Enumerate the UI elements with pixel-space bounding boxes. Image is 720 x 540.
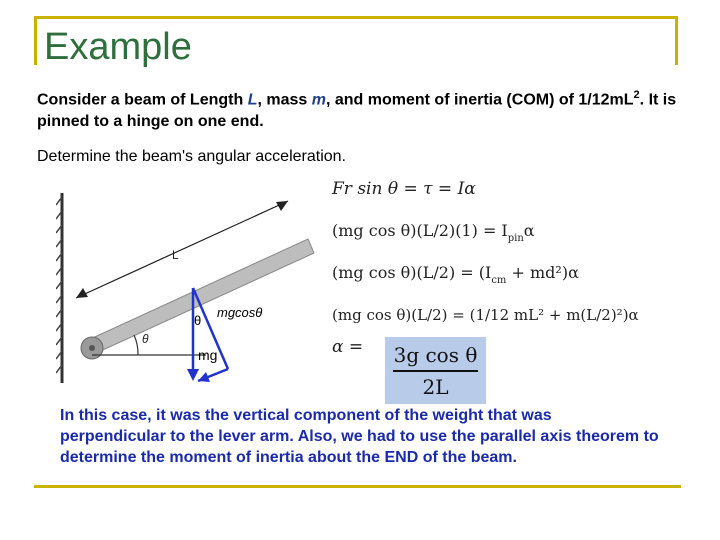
length-label: L <box>172 248 179 262</box>
frame-top-line <box>34 16 678 19</box>
beam-figure <box>56 183 316 388</box>
component-label: mgcosθ <box>217 305 263 320</box>
equation-5-lhs: α = <box>332 337 364 357</box>
answer-fraction-bar <box>393 370 478 372</box>
weight-arrow-head <box>187 369 199 381</box>
equations-panel <box>330 170 680 410</box>
answer-numerator: 3g cos θ <box>393 343 478 367</box>
intro-length-var: L <box>247 91 258 109</box>
equation-2-main: (mg cos θ)(L/2)(1) = I <box>332 221 508 240</box>
weight-label: mg <box>198 347 218 363</box>
intro-superscript: 2 <box>633 89 640 101</box>
task-text: Determine the beam's angular acceleration. <box>37 148 346 165</box>
equation-3 <box>332 263 579 286</box>
intro-text-1: Consider a beam of Length <box>37 91 248 109</box>
slide-title: Example <box>44 26 192 68</box>
equation-3-tail: + md²)α <box>506 263 579 282</box>
intro-text-3: , and moment of inertia (COM) of 1/12mL <box>325 91 634 109</box>
problem-statement <box>37 84 677 133</box>
equation-3-sub: cm <box>491 275 507 286</box>
angle-arc <box>134 335 138 355</box>
equation-3-main: (mg cos θ)(L/2) = (I <box>332 263 492 282</box>
length-arrow-line <box>76 201 288 298</box>
closing-explanation: In this case, it was the vertical component of the weight that was perpendicular to the lever arm. Also, we had to use the parallel axis theorem to determine the moment of inertia about the END of the beam. <box>60 407 659 466</box>
intro-text-4: . It is pinned to a hinge on one end. <box>37 91 677 131</box>
frame-bottom-line <box>34 485 681 488</box>
answer-denominator: 2L <box>422 375 449 399</box>
equation-2-tail: α <box>523 221 535 240</box>
frame-right-line <box>675 16 678 65</box>
intro-text-2: , mass <box>257 91 312 109</box>
answer-box <box>385 337 486 404</box>
equation-4: (mg cos θ)(L/2) = (1/12 mL² + m(L/2)²)α <box>332 306 639 324</box>
frame-left-line <box>34 16 37 65</box>
intro-mass-var: m <box>311 91 326 109</box>
beam-angle-label: θ <box>142 332 149 346</box>
hinge-center <box>89 345 95 351</box>
equation-2-sub: pin <box>507 233 524 244</box>
vector-angle-label: θ <box>194 313 202 328</box>
beam <box>86 239 314 355</box>
equation-1: Fr sin θ = τ = Iα <box>332 179 476 199</box>
equation-2 <box>332 221 535 244</box>
